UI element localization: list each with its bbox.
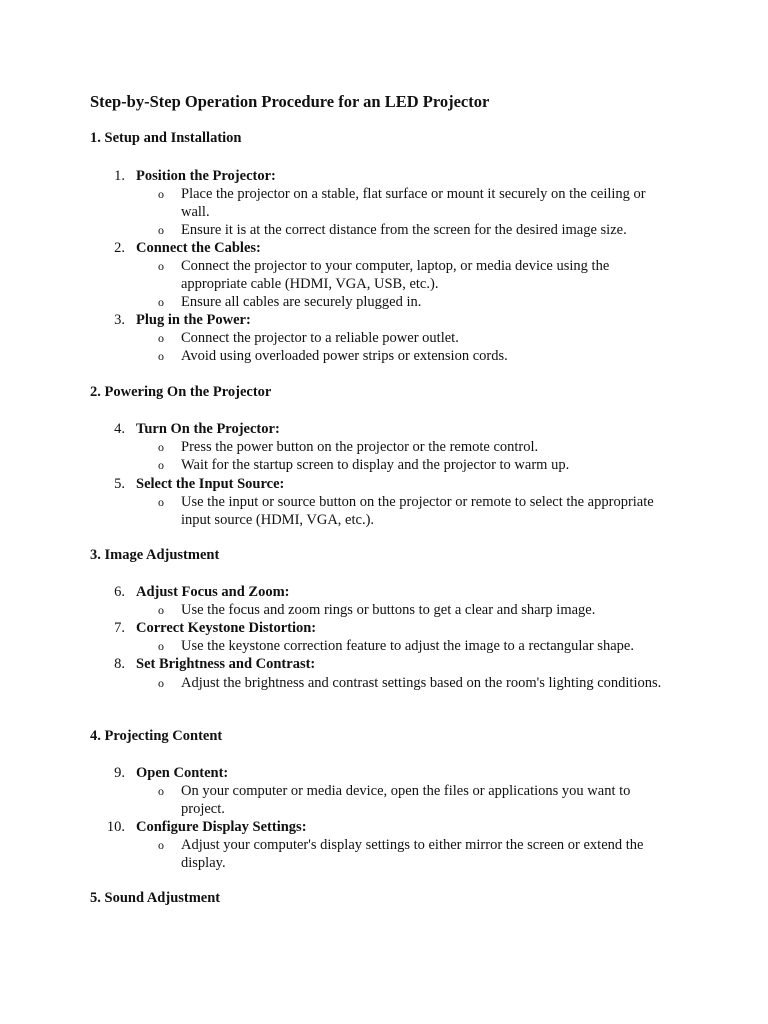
list-item: Use the focus and zoom rings or buttons to get a clear and sharp image. bbox=[181, 602, 596, 618]
bullet-icon: o bbox=[158, 784, 164, 798]
section-heading-powering-on: 2. Powering On the Projector bbox=[90, 384, 272, 400]
bullet-icon: o bbox=[158, 676, 164, 690]
step-number: 1. bbox=[114, 168, 125, 184]
list-item: Adjust the brightness and contrast settings based on the room's lighting conditions. bbox=[181, 675, 662, 691]
step-title: Correct Keystone Distortion: bbox=[136, 620, 317, 636]
list-item: Connect the projector to your computer, laptop, or media device using the appropriate cable (HDMI, VGA, USB, etc.). bbox=[181, 258, 610, 292]
step-title: Adjust Focus and Zoom: bbox=[136, 584, 290, 600]
step-number: 9. bbox=[114, 765, 125, 781]
list-item: Adjust your computer's display settings to either mirror the screen or extend the display. bbox=[181, 837, 644, 871]
step-title: Open Content: bbox=[136, 765, 229, 781]
step-title: Position the Projector: bbox=[136, 168, 276, 184]
bullet-icon: o bbox=[158, 223, 164, 237]
step-title: Set Brightness and Contrast: bbox=[136, 656, 316, 672]
list-item: Ensure it is at the correct distance from the screen for the desired image size. bbox=[181, 222, 627, 238]
bullet-icon: o bbox=[158, 349, 164, 363]
list-item: Use the keystone correction feature to adjust the image to a rectangular shape. bbox=[181, 638, 634, 654]
bullet-icon: o bbox=[158, 440, 164, 454]
list-item: Avoid using overloaded power strips or extension cords. bbox=[181, 348, 508, 364]
step-title: Connect the Cables: bbox=[136, 240, 261, 256]
list-item: Wait for the startup screen to display and the projector to warm up. bbox=[181, 457, 570, 473]
step-title: Turn On the Projector: bbox=[136, 421, 280, 437]
list-item: Press the power button on the projector or the remote control. bbox=[181, 439, 539, 455]
step-number: 6. bbox=[114, 584, 125, 600]
section-heading-projecting-content: 4. Projecting Content bbox=[90, 728, 223, 744]
step-title: Plug in the Power: bbox=[136, 312, 251, 328]
step-number: 7. bbox=[114, 620, 125, 636]
bullet-icon: o bbox=[158, 295, 164, 309]
bullet-icon: o bbox=[158, 458, 164, 472]
step-title: Select the Input Source: bbox=[136, 476, 285, 492]
bullet-icon: o bbox=[158, 331, 164, 345]
step-number: 3. bbox=[114, 312, 125, 328]
document-title: Step-by-Step Operation Procedure for an LED Projector bbox=[90, 92, 490, 111]
step-number: 4. bbox=[114, 421, 125, 437]
bullet-icon: o bbox=[158, 187, 164, 201]
bullet-icon: o bbox=[158, 603, 164, 617]
step-title: Configure Display Settings: bbox=[136, 819, 307, 835]
bullet-icon: o bbox=[158, 259, 164, 273]
step-number: 5. bbox=[114, 476, 125, 492]
step-number: 8. bbox=[114, 656, 125, 672]
bullet-icon: o bbox=[158, 838, 164, 852]
section-heading-image-adjustment: 3. Image Adjustment bbox=[90, 547, 220, 563]
step-number: 2. bbox=[114, 240, 125, 256]
bullet-icon: o bbox=[158, 639, 164, 653]
list-item: Ensure all cables are securely plugged in. bbox=[181, 294, 422, 310]
bullet-icon: o bbox=[158, 495, 164, 509]
section-heading-sound-adjustment: 5. Sound Adjustment bbox=[90, 890, 221, 906]
step-number: 10. bbox=[106, 819, 125, 835]
list-item: On your computer or media device, open the files or applications you want to project. bbox=[181, 783, 631, 817]
section-heading-setup: 1. Setup and Installation bbox=[90, 130, 242, 146]
list-item: Use the input or source button on the projector or remote to select the appropriate input source (HDMI, VGA, etc.). bbox=[181, 494, 654, 528]
list-item: Connect the projector to a reliable power outlet. bbox=[181, 330, 459, 346]
list-item: Place the projector on a stable, flat surface or mount it securely on the ceiling or wall. bbox=[181, 186, 646, 220]
